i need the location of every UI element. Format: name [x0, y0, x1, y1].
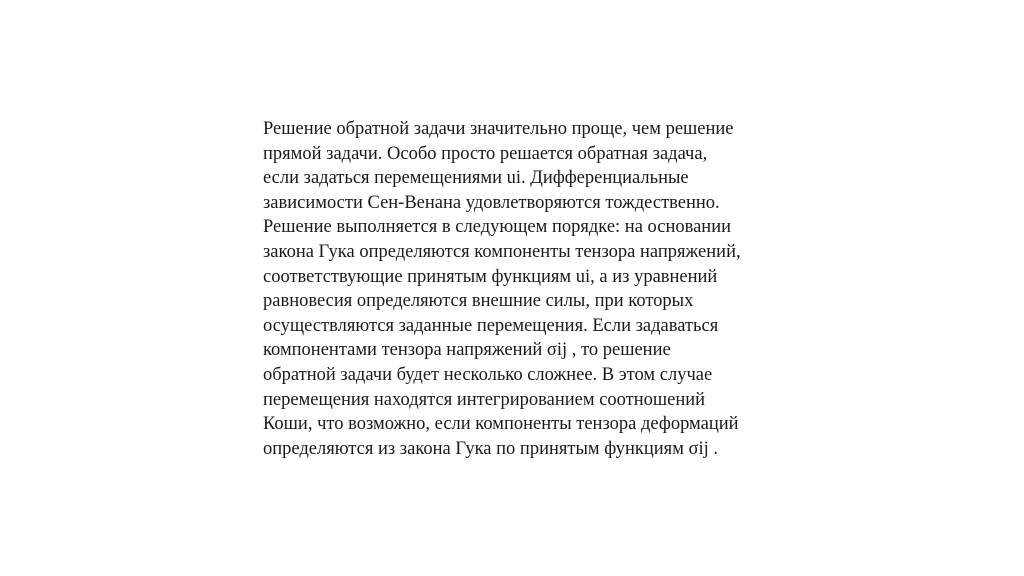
text-line: обратной задачи будет несколько сложнее. В этом случае [263, 364, 713, 385]
text-line: осуществляются заданные перемещения. Если задаваться [263, 315, 719, 336]
text-line: прямой задачи. Особо просто решается обратная задача, [263, 143, 708, 164]
text-line: перемещения находятся интегрированием соотношений [263, 389, 706, 410]
text-line: Решение выполняется в следующем порядке: на основании [263, 217, 732, 238]
text-line: зависимости Сен-Венана удовлетворяются тождественно. [263, 192, 720, 213]
text-line: компонентами тензора напряжений σij , то решение [263, 340, 671, 361]
text-line: равновесия определяются внешние силы, при которых [263, 291, 694, 312]
text-line: закона Гука определяются компоненты тензора напряжений, [263, 241, 741, 262]
text-line: Решение обратной задачи значительно проще, чем решение [263, 119, 734, 139]
text-line: соответствующие принятым функциям ui, а из уравнений [263, 266, 718, 287]
text-line: если задаться перемещениями ui. Дифференциальные [263, 168, 689, 189]
text-line: определяются из закона Гука по принятым функциям σij . [263, 438, 719, 459]
body-text [263, 117, 783, 461]
text-line: Коши, что возможно, если компоненты тензора деформаций [263, 414, 739, 435]
